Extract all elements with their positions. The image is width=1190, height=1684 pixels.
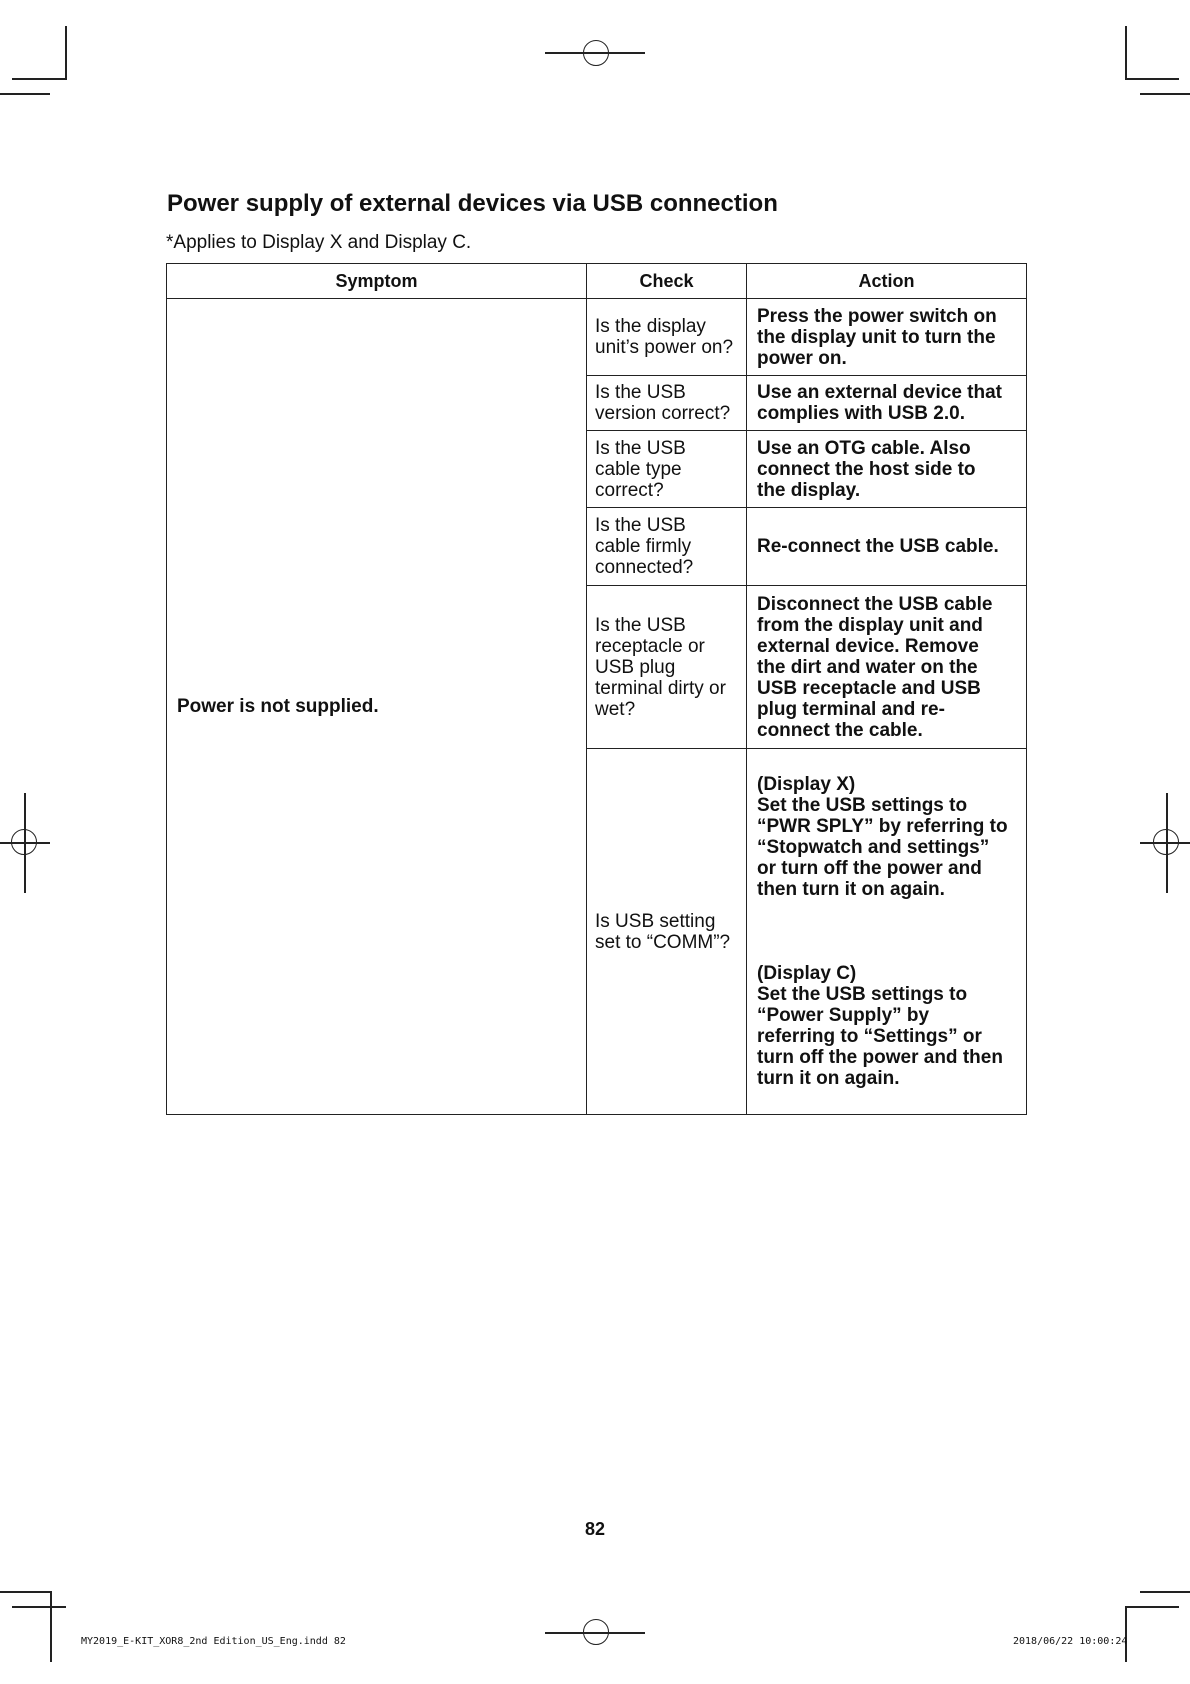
crop-mark [12, 78, 66, 80]
crop-mark [1125, 26, 1127, 80]
action-cell: Use an OTG cable. Also connect the host side to the display. [747, 431, 1027, 508]
print-slug-file: MY2019_E-KIT_XOR8_2nd Edition_US_Eng.indd 82 [81, 1636, 346, 1647]
crop-mark [50, 1591, 52, 1662]
print-slug-timestamp: 2018/06/22 10:00:24 [1013, 1636, 1128, 1647]
registration-mark [583, 1619, 609, 1645]
crop-mark [1140, 1591, 1190, 1593]
table-row [167, 299, 1027, 376]
crop-mark [65, 26, 67, 80]
symptom-cell: Power is not supplied. [167, 299, 587, 1115]
header-symptom: Symptom [167, 264, 587, 299]
action-display-x: (Display X) Set the USB settings to “PWR SPLY” by referring to “Stopwatch and settings” or turn off the power and then turn it on again. [757, 774, 1008, 900]
applies-note: *Applies to Display X and Display C. [166, 232, 472, 253]
check-cell: Is USB setting set to “COMM”? [587, 749, 747, 1115]
crop-mark [1125, 78, 1179, 80]
action-cell: Press the power switch on the display unit to turn the power on. [747, 299, 1027, 376]
crop-mark [1125, 1606, 1179, 1608]
crop-mark [1140, 93, 1190, 95]
check-cell: Is the USB cable type correct? [587, 431, 747, 508]
registration-mark [1153, 829, 1179, 855]
registration-mark [583, 40, 609, 66]
action-cell: Re-connect the USB cable. [747, 508, 1027, 586]
action-cell [747, 749, 1027, 1115]
crop-mark [12, 1606, 66, 1608]
crop-mark [0, 93, 50, 95]
header-check: Check [587, 264, 747, 299]
check-cell: Is the USB receptacle or USB plug terminal dirty or wet? [587, 586, 747, 749]
troubleshooting-table [166, 263, 1027, 1115]
spacer [757, 921, 1018, 942]
table-header-row [167, 264, 1027, 299]
action-cell: Disconnect the USB cable from the display unit and external device. Remove the dirt and water on the USB receptacle and USB plug terminal and re- connect the cable. [747, 586, 1027, 749]
check-cell: Is the USB cable firmly connected? [587, 508, 747, 586]
crop-mark [1125, 1606, 1127, 1662]
page-number: 82 [584, 1519, 606, 1539]
action-display-c: (Display C) Set the USB settings to “Power Supply” by referring to “Settings” or turn off the power and then turn it on again. [757, 963, 1003, 1089]
action-cell: Use an external device that complies with USB 2.0. [747, 376, 1027, 431]
crop-mark [0, 1591, 50, 1593]
check-cell: Is the display unit’s power on? [587, 299, 747, 376]
page-title: Power supply of external devices via USB connection [167, 190, 778, 217]
registration-mark [11, 829, 37, 855]
header-action: Action [747, 264, 1027, 299]
check-cell: Is the USB version correct? [587, 376, 747, 431]
